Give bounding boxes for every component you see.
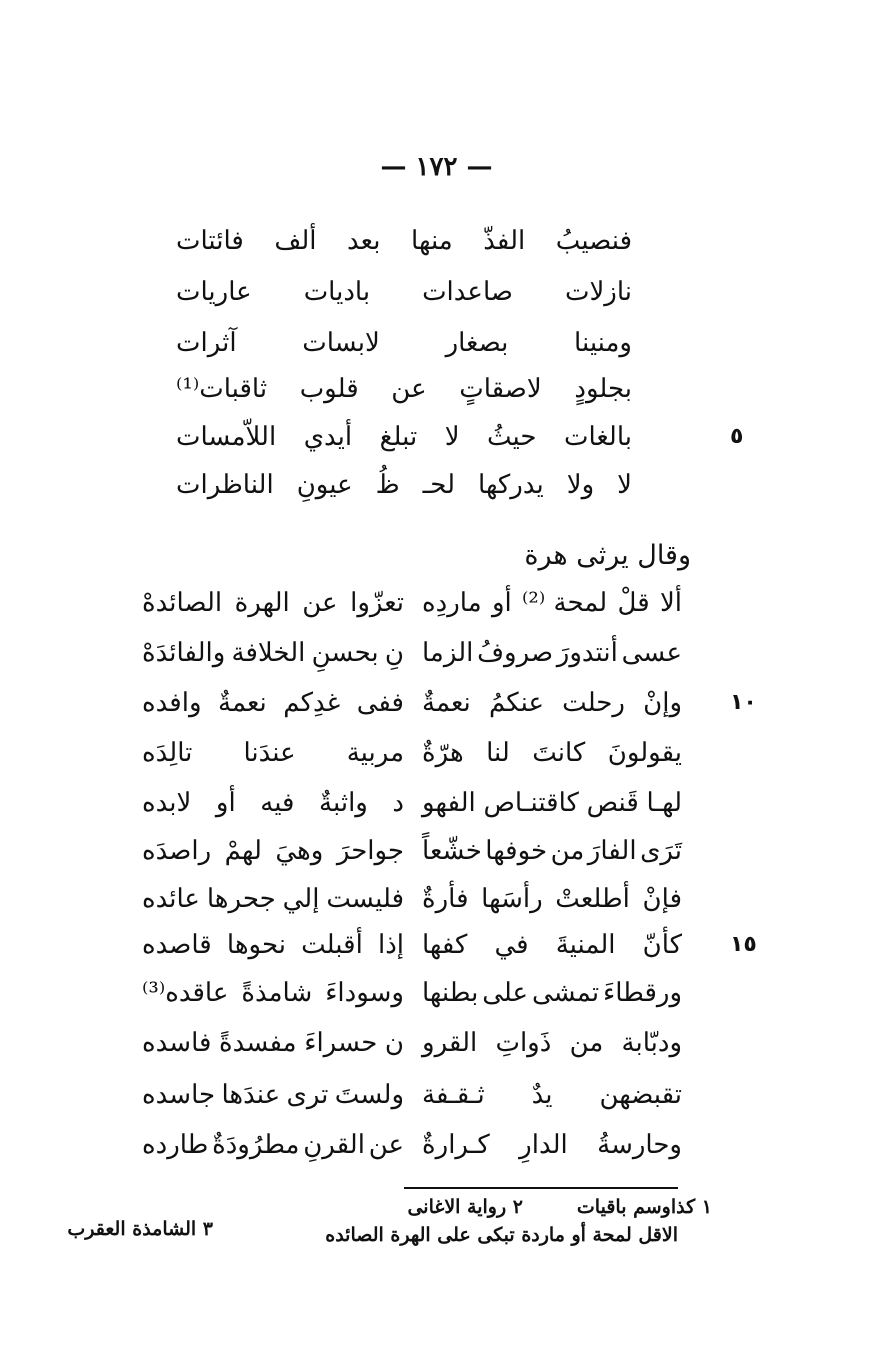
word: تعزّوا <box>350 588 404 618</box>
word: وحارسةُ <box>597 1130 682 1160</box>
word: أطلعتْ <box>555 884 630 914</box>
word: لا <box>617 470 632 500</box>
footnote-2-continuation <box>325 1224 678 1246</box>
word: تبلغ <box>379 422 418 452</box>
footnote-number: ٣ <box>202 1218 213 1240</box>
word: تمشى <box>531 978 600 1008</box>
word: من <box>550 836 585 866</box>
hemistich-first <box>422 690 682 716</box>
word: الزما <box>422 638 474 668</box>
word: ومنينا <box>574 328 632 358</box>
word: غدِكم <box>283 688 341 718</box>
word: تَرَى <box>640 836 682 866</box>
word: القرنِ <box>303 1130 365 1160</box>
word: رحلت <box>562 688 625 718</box>
word: كاقتنـاص <box>483 788 579 818</box>
word: لا <box>444 422 460 452</box>
word: بجلودٍ <box>574 374 632 404</box>
word: ففى <box>356 688 404 718</box>
word: أقبلت <box>301 930 363 960</box>
word: ثاقبات⁽¹⁾ <box>176 374 268 404</box>
word: ودبّابة <box>621 1028 682 1058</box>
word: لهمْ <box>224 836 262 866</box>
hemistich <box>176 376 632 402</box>
word: نازلات <box>564 277 632 307</box>
word: عسى <box>621 638 682 668</box>
word: قَنص <box>586 788 639 818</box>
word: ولستَ <box>334 1080 404 1110</box>
word: على <box>482 978 529 1008</box>
hemistich-first <box>422 590 682 616</box>
hemistich-first <box>422 790 682 816</box>
word: في <box>494 930 529 960</box>
footnote-1 <box>577 1196 712 1218</box>
footnote-number: ١ <box>701 1196 712 1218</box>
word: يقولونَ <box>607 738 682 768</box>
word: لنا <box>486 738 510 768</box>
word: الخلافة <box>231 638 306 668</box>
word: المنيةَ <box>555 930 616 960</box>
word: ترى <box>286 1080 329 1110</box>
hemistich-first <box>422 1082 682 1108</box>
word: فأرةٌ <box>422 884 469 914</box>
hemistich <box>176 228 632 254</box>
hemistich-second <box>142 790 404 816</box>
word: عاريات <box>176 277 252 307</box>
hemistich-first <box>422 886 682 912</box>
footnote-text: الاقل لمحة أو ماردة تبكى على الهرة الصائده <box>325 1224 678 1246</box>
hemistich-second <box>142 590 404 616</box>
word: وافده <box>142 688 202 718</box>
hemistich-first <box>422 980 682 1006</box>
hemistich <box>176 330 632 356</box>
word: فائتات <box>176 226 244 256</box>
word: لحـ <box>422 470 455 500</box>
footnote-rule <box>404 1187 678 1189</box>
word: بعد <box>347 226 381 256</box>
word: حسراءَ <box>304 1028 378 1058</box>
word: لابده <box>142 788 192 818</box>
word: جحرها <box>206 884 276 914</box>
word: وهيَ <box>275 836 324 866</box>
word: عندَها <box>221 1080 281 1110</box>
line-number: ١٥ <box>730 932 757 957</box>
word: مطرُودَةٌ <box>212 1130 300 1160</box>
word: ولا <box>566 470 595 500</box>
word: فليست <box>326 884 404 914</box>
word: بصغار <box>445 328 509 358</box>
footnote-3 <box>67 1218 213 1240</box>
hemistich-second <box>142 1030 404 1056</box>
word: عنكمُ <box>488 688 544 718</box>
word: عيونِ <box>296 470 353 500</box>
word: خوفها <box>485 836 548 866</box>
word: عاقده⁽³⁾ <box>142 978 229 1008</box>
word: القرو <box>422 1028 478 1058</box>
word: رأسَها <box>481 884 543 914</box>
word: ذَواتِ <box>495 1028 552 1058</box>
word: أيدي <box>303 422 353 452</box>
word: الصائدهْ <box>142 588 223 618</box>
hemistich-second <box>142 886 404 912</box>
footnote-2 <box>407 1196 523 1218</box>
word: عن <box>368 1130 404 1160</box>
word: أو <box>491 588 512 618</box>
word: تقبضهن <box>599 1080 682 1110</box>
word: فيه <box>260 788 295 818</box>
word: أو <box>215 788 236 818</box>
hemistich-second <box>142 1082 404 1108</box>
hemistich-first <box>422 640 682 666</box>
word: صاعدات <box>422 277 513 307</box>
word: تالِدَه <box>142 738 193 768</box>
hemistich-second <box>142 1132 404 1158</box>
page-number: — ١٧٢ — <box>380 152 493 182</box>
word: يدٌ <box>531 1080 553 1110</box>
word: قاصده <box>142 930 212 960</box>
hemistich-second <box>142 932 404 958</box>
hemistich-second <box>142 690 404 716</box>
hemistich-second <box>142 838 404 864</box>
word: مفسدةً <box>219 1028 297 1058</box>
word: راصدَه <box>142 836 212 866</box>
hemistich-first <box>422 932 682 958</box>
hemistich-second <box>142 740 404 766</box>
word: لمحة ⁽²⁾ <box>522 588 608 618</box>
word: الفذّ <box>483 226 526 256</box>
word: عندَنا <box>243 738 296 768</box>
hemistich <box>176 472 632 498</box>
word: الدارِ <box>519 1130 568 1160</box>
word: بحسنِ <box>311 638 379 668</box>
word: شامذةً <box>241 978 313 1008</box>
word: وسوداءَ <box>325 978 404 1008</box>
word: كـرارةٌ <box>422 1130 490 1160</box>
hemistich-second <box>142 980 404 1006</box>
word: منها <box>411 226 453 256</box>
word: جواحرَ <box>336 836 404 866</box>
word: إلي <box>282 884 320 914</box>
word: ألف <box>274 226 317 256</box>
word: فاسده <box>142 1028 212 1058</box>
word: وإنْ <box>643 688 682 718</box>
word: مربية <box>346 738 404 768</box>
footnote-number: ٢ <box>512 1196 523 1218</box>
word: إذا <box>377 930 404 960</box>
line-number: ١٠ <box>730 690 757 715</box>
word: فنصيبُ <box>555 226 632 256</box>
word: لهـا <box>646 788 682 818</box>
word: نعمةٌ <box>422 688 471 718</box>
word: عائده <box>142 884 200 914</box>
hemistich-first <box>422 1132 682 1158</box>
word: د <box>392 788 404 818</box>
word: هرّةٌ <box>422 738 464 768</box>
word: عن <box>302 588 338 618</box>
word: طارده <box>142 1130 209 1160</box>
word: نحوها <box>226 930 286 960</box>
word: الفارَ <box>587 836 637 866</box>
word: بطنها <box>422 978 479 1008</box>
word: والفائدَهْ <box>142 638 226 668</box>
hemistich-first <box>422 838 682 864</box>
hemistich-first <box>422 740 682 766</box>
word: ماردِه <box>422 588 482 618</box>
hemistich-first <box>422 1030 682 1056</box>
word: جاسده <box>142 1080 216 1110</box>
word: كانتَ <box>532 738 586 768</box>
word: بالغات <box>563 422 632 452</box>
footnote-text: كذاوسم باقيات <box>576 1196 696 1218</box>
word: لاصقاتٍ <box>459 374 542 404</box>
word: أنتدورَ <box>556 638 618 668</box>
word: باديات <box>303 277 371 307</box>
word: فإنْ <box>642 884 682 914</box>
word: يدركها <box>478 470 544 500</box>
word: نِ <box>384 638 404 668</box>
word: آثرات <box>176 328 237 358</box>
word: خشّعاً <box>422 836 482 866</box>
word: حيثُ <box>487 422 537 452</box>
footnote-text: الشامذة العقرب <box>67 1218 197 1240</box>
word: نعمةٌ <box>218 688 267 718</box>
word: عن <box>391 374 427 404</box>
footnote-text: رواية الاغانى <box>407 1196 507 1218</box>
hemistich-second <box>142 640 404 666</box>
word: الناظرات <box>176 470 274 500</box>
word: ن <box>384 1028 404 1058</box>
word: كأنّ <box>642 930 682 960</box>
word: واثبةٌ <box>319 788 368 818</box>
section-heading: وقال يرثى هرة <box>524 540 691 571</box>
word: ثـقـفة <box>422 1080 485 1110</box>
word: قلوب <box>299 374 359 404</box>
word: صروفُ <box>477 638 554 668</box>
word: من <box>569 1028 604 1058</box>
word: ألا <box>659 588 682 618</box>
word: الفهو <box>422 788 476 818</box>
word: ورقطاءَ <box>602 978 682 1008</box>
line-number: ٥ <box>730 424 744 449</box>
hemistich <box>176 424 632 450</box>
word: اللاّمسات <box>176 422 277 452</box>
word: قلْ <box>617 588 650 618</box>
word: الهرة <box>234 588 290 618</box>
hemistich <box>176 279 632 305</box>
word: لابسات <box>302 328 380 358</box>
word: كفها <box>422 930 468 960</box>
word: ظُ <box>375 470 400 500</box>
